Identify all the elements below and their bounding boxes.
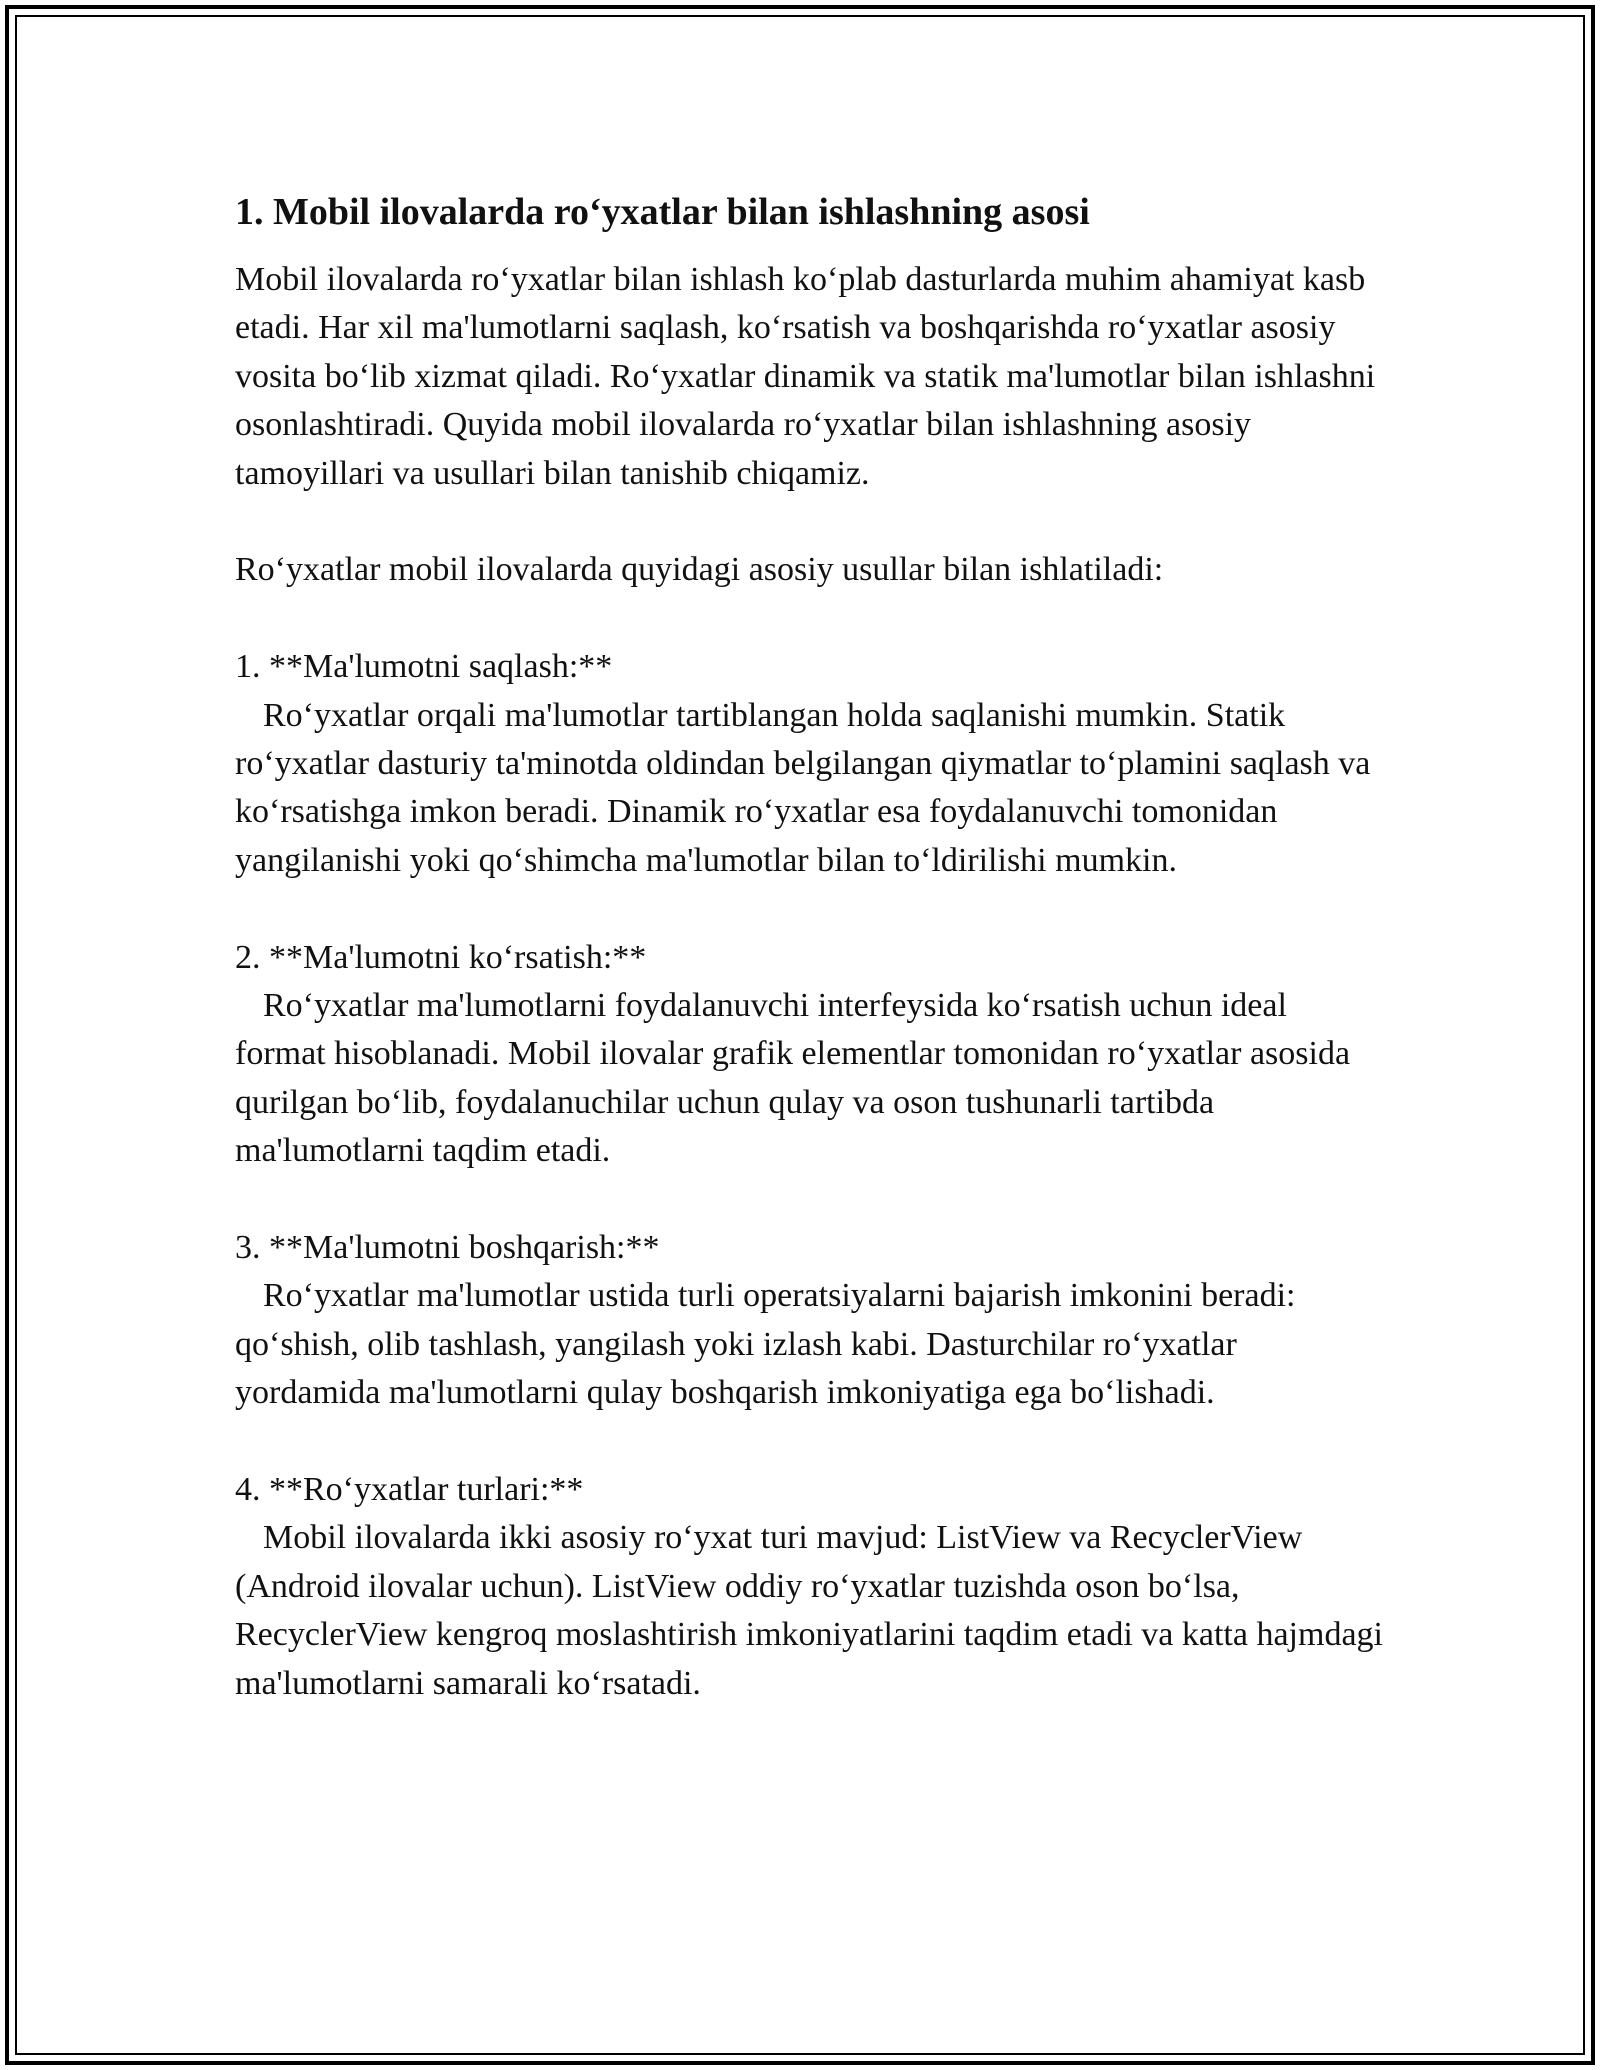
document-body	[235, 188, 1385, 1757]
list-item-indent	[235, 1277, 263, 1314]
list-item	[235, 1466, 1385, 1708]
list-item-indent	[235, 697, 263, 734]
list-item-title: 4. **Ro‘yxatlar turlari:**	[235, 1471, 584, 1509]
list-item-title: 1. **Ma'lumotni saqlash:**	[235, 648, 613, 686]
intro-paragraph: Mobil ilovalarda ro‘yxatlar bilan ishlash ko‘plab dasturlarda muhim ahamiyat kasb etadi. Har xil ma'lumotlarni saqlash, ko‘rsatish va boshqarishda ro‘yxatlar asosiy vosita bo‘lib xizmat qiladi. Ro‘yxatlar dinamik va statik ma'lumotlar bilan ishlashni osonlashtiradi. Quyida mobil ilovalarda ro‘yxatlar bilan ishlashning asosiy tamoyillari va usullari bilan tanishib chiqamiz.	[235, 261, 1376, 492]
list-item-body: Mobil ilovalarda ikki asosiy ro‘yxat turi mavjud: ListView va RecyclerView (Android ilovalar uchun). ListView oddiy ro‘yxatlar tuzishda oson bo‘lsa, RecyclerView kengroq moslashtirish imkoniyatlarini taqdim etadi va katta hajmdagi ma'lumotlarni samarali ko‘rsatadi.	[235, 1519, 1383, 1702]
list-item-body: Ro‘yxatlar orqali ma'lumotlar tartiblangan holda saqlanishi mumkin. Statik ro‘yxatlar dasturiy ta'minotda oldindan belgilangan qiymatlar to‘plamini saqlash va ko‘rsatishga imkon beradi. Dinamik ro‘yxatlar esa foydalanuvchi tomonidan yangilanishi yoki qo‘shimcha ma'lumotlar bilan to‘ldirilishi mumkin.	[235, 696, 1371, 879]
list-item	[235, 934, 1385, 1176]
list-item-indent	[235, 1519, 263, 1556]
list-item	[235, 643, 1385, 885]
lead-paragraph: Ro‘yxatlar mobil ilovalarda quyidagi asosiy usullar bilan ishlatiladi:	[235, 551, 1164, 589]
list-item-body: Ro‘yxatlar ma'lumotlarni foydalanuvchi interfeysida ko‘rsatish uchun ideal format hisoblanadi. Mobil ilovalar grafik elementlar tomonidan ro‘yxatlar asosida qurilgan bo‘lib, foydalanuchilar uchun qulay va oson tushunarli tartibda ma'lumotlarni taqdim etadi.	[235, 987, 1351, 1170]
section-heading: 1. Mobil ilovalarda ro‘yxatlar bilan ishlashning asosi	[235, 191, 1090, 233]
list-item-body: Ro‘yxatlar ma'lumotlar ustida turli operatsiyalarni bajarish imkonini beradi: qo‘shish, olib tashlash, yangilash yoki izlash kabi. Dasturchilar ro‘yxatlar yordamida ma'lumotlarni qulay boshqarish imkoniyatiga ega bo‘lishadi.	[235, 1277, 1296, 1412]
list-item-title: 2. **Ma'lumotni ko‘rsatish:**	[235, 938, 647, 976]
list-item	[235, 1224, 1385, 1418]
list-item-title: 3. **Ma'lumotni boshqarish:**	[235, 1229, 660, 1267]
list-item-indent	[235, 987, 263, 1024]
